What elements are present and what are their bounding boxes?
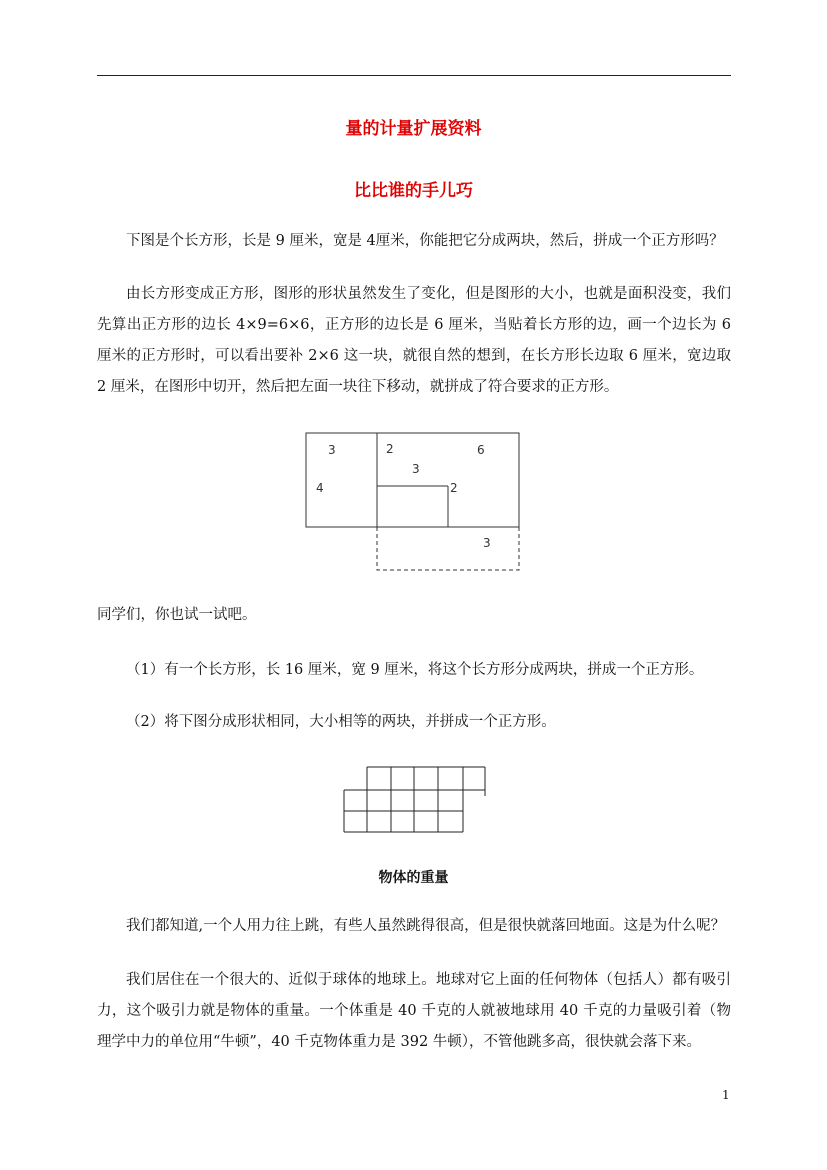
paragraph-try: 同学们，你也试一试吧。 [97,607,257,623]
label-bottom: 3 [483,536,491,550]
rectangle-outline [306,433,519,527]
label-top-right: 6 [477,443,485,457]
exercise-1: （1）有一个长方形，长 16 厘米，宽 9 厘米，将这个长方形分成两块，拼成一个正方形。 [126,662,704,678]
grid-figure [340,763,492,835]
page-number: 1 [722,1088,730,1102]
document-title: 量的计量扩展资料 [345,119,482,139]
exercise-2: （2）将下图分成形状相同，大小相等的两块，并拼成一个正方形。 [126,714,556,730]
rectangle-cut-figure [300,428,526,576]
section-title-weight: 物体的重量 [378,870,449,886]
paragraph-explanation: 由长方形变成正方形，图形的形状虽然发生了变化，但是图形的大小，也就是面积没变，我们先算出正方形的边长 4×9=6×6，正方形的边长是 6 厘米，当贴着长方形的边，画一个边长为 6 厘米的正方形时，可以看出要补 2×6 这一块，就很自然的想到，在长方形长边取 6 厘米，宽边取 2 厘米，在图形中切开，然后把左面一块往下移动，就拼成了符合要求的正方形。 [97,286,731,395]
header-rule [97,75,731,76]
label-step-height: 2 [450,481,458,495]
paragraph-gravity: 我们居住在一个很大的、近似于球体的地球上。地球对它上面的任何物体（包括人）都有吸引力，这个吸引力就是物体的重量。一个体重是 40 千克的人就被地球用 40 千克的力量吸引着（物理学中力的单位用“牛顿”，40 千克物体重力是 392 牛顿），不管他跳多高，很快就会落下来。 [97,972,731,1050]
paragraph-question: 下图是个长方形，长是 9 厘米，宽是 4厘米，你能把它分成两块，然后，拼成一个正方形吗？ [126,233,724,249]
label-left-width: 3 [328,443,336,457]
paragraph-jump-question: 我们都知道,一个人用力往上跳，有些人虽然跳得很高，但是很快就落回地面。这是为什么呢？ [126,918,726,934]
label-middle: 3 [412,462,420,476]
label-left-height: 4 [316,481,324,495]
section-title-puzzle: 比比谁的手儿巧 [354,181,473,201]
shifted-piece-dashed [377,527,519,570]
label-top-cut: 2 [386,442,394,456]
